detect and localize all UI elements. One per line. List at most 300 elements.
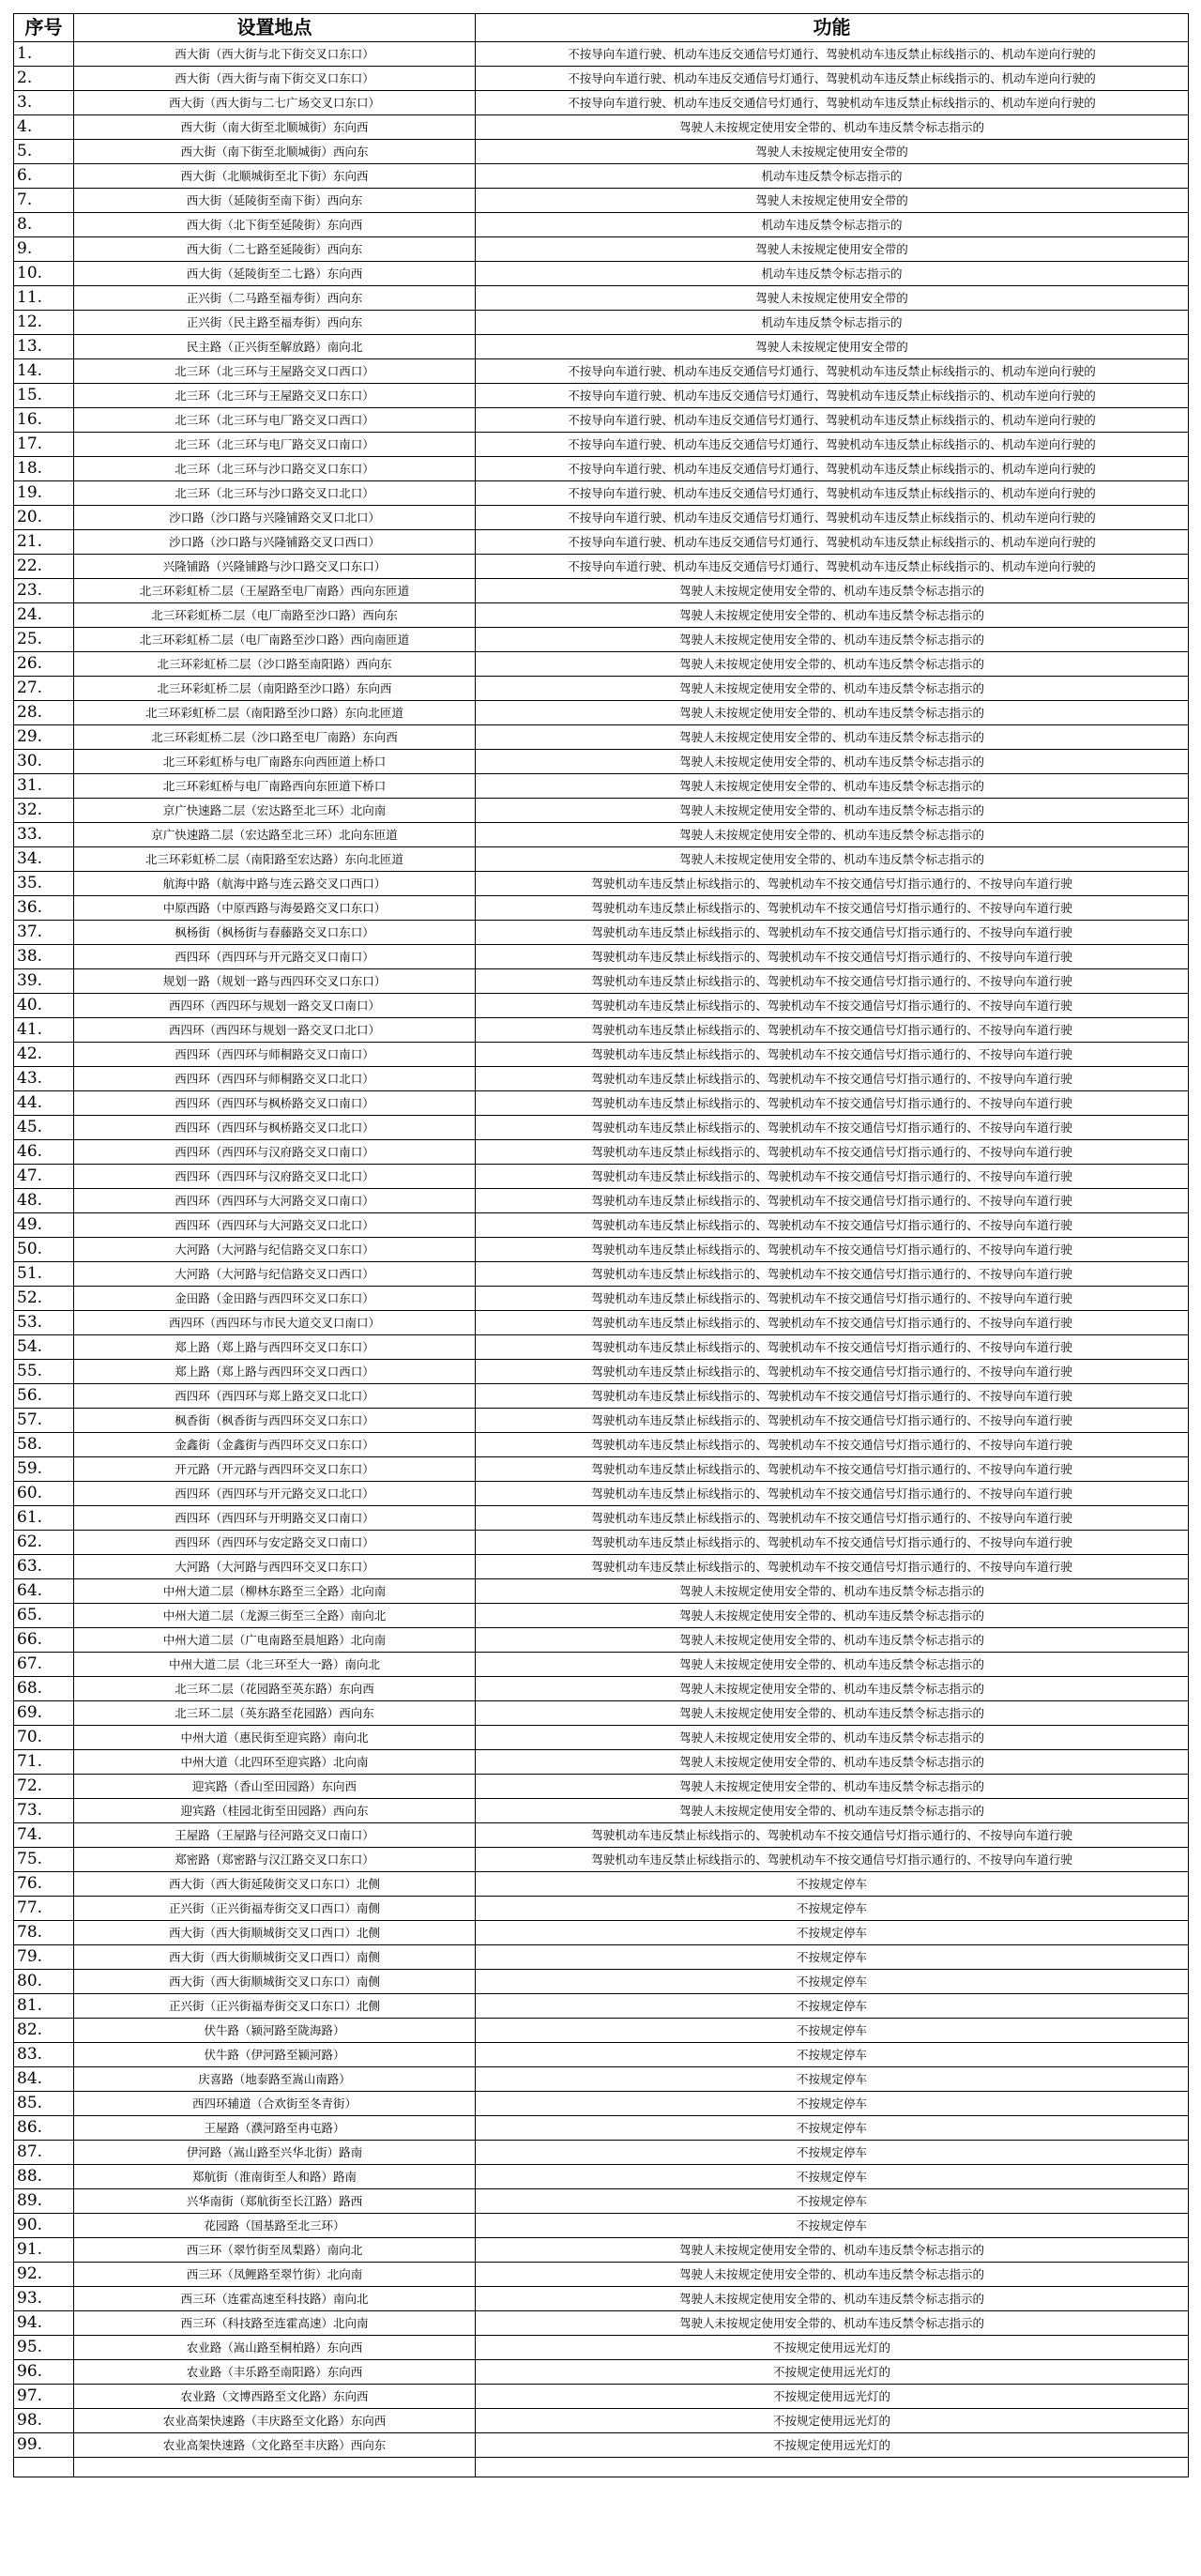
- row-function: 不按规定停车: [476, 2067, 1189, 2092]
- row-number: 62.: [14, 1531, 74, 1555]
- table-row: [14, 921, 1189, 945]
- row-location: 京广快速路二层（宏达路至北三环）北向东匝道: [74, 823, 476, 847]
- row-location: 西四环（西四环与郑上路交叉口北口）: [74, 1384, 476, 1409]
- table-row: [14, 1921, 1189, 1945]
- table-row: [14, 1238, 1189, 1262]
- row-function: 驾驶机动车违反禁止标线指示的、驾驶机动车不按交通信号灯指示通行的、不按导向车道行驶: [476, 1140, 1189, 1165]
- row-function: 驾驶机动车违反禁止标线指示的、驾驶机动车不按交通信号灯指示通行的、不按导向车道行驶: [476, 1238, 1189, 1262]
- row-number: 98.: [14, 2409, 74, 2433]
- row-function: 不按规定停车: [476, 2214, 1189, 2238]
- row-location: 大河路（大河路与纪信路交叉口西口）: [74, 1262, 476, 1287]
- table-row: [14, 872, 1189, 896]
- row-function: 不按导向车道行驶、机动车违反交通信号灯通行、驾驶机动车违反禁止标线指示的、机动车逆向行驶的: [476, 384, 1189, 408]
- row-location: 北三环彩虹桥二层（王屋路至电厂南路）西向东匝道: [74, 579, 476, 603]
- row-function: 驾驶人未按规定使用安全带的、机动车违反禁令标志指示的: [476, 1579, 1189, 1604]
- row-location: 中原西路（中原西路与海晏路交叉口东口）: [74, 896, 476, 921]
- table-row: [14, 42, 1189, 67]
- table-row: [14, 2409, 1189, 2433]
- row-function: 驾驶机动车违反禁止标线指示的、驾驶机动车不按交通信号灯指示通行的、不按导向车道行驶: [476, 1433, 1189, 1457]
- row-function: 驾驶机动车违反禁止标线指示的、驾驶机动车不按交通信号灯指示通行的、不按导向车道行驶: [476, 1360, 1189, 1384]
- row-function: 驾驶人未按规定使用安全带的、机动车违反禁令标志指示的: [476, 2311, 1189, 2336]
- row-number: 67.: [14, 1653, 74, 1677]
- table-row: [14, 750, 1189, 774]
- row-number: 89.: [14, 2189, 74, 2214]
- row-number: 51.: [14, 1262, 74, 1287]
- row-number: 68.: [14, 1677, 74, 1701]
- row-number: 40.: [14, 994, 74, 1018]
- table-row: [14, 1018, 1189, 1043]
- row-number: 1.: [14, 42, 74, 67]
- row-location: 西四环（西四环与安定路交叉口南口）: [74, 1531, 476, 1555]
- blank-row: [14, 2458, 1189, 2477]
- row-function: 驾驶机动车违反禁止标线指示的、驾驶机动车不按交通信号灯指示通行的、不按导向车道行驶: [476, 1457, 1189, 1482]
- row-number: 29.: [14, 725, 74, 750]
- row-location: 北三环（北三环与王屋路交叉口东口）: [74, 384, 476, 408]
- row-function: 驾驶机动车违反禁止标线指示的、驾驶机动车不按交通信号灯指示通行的、不按导向车道行驶: [476, 1067, 1189, 1091]
- table-row: [14, 579, 1189, 603]
- table-row: [14, 408, 1189, 433]
- row-number: 69.: [14, 1701, 74, 1726]
- row-number: 27.: [14, 677, 74, 701]
- table-row: [14, 1994, 1189, 2019]
- row-number: 7.: [14, 189, 74, 213]
- row-number: 13.: [14, 335, 74, 359]
- row-function: 驾驶机动车违反禁止标线指示的、驾驶机动车不按交通信号灯指示通行的、不按导向车道行驶: [476, 921, 1189, 945]
- row-function: 驾驶机动车违反禁止标线指示的、驾驶机动车不按交通信号灯指示通行的、不按导向车道行驶: [476, 1116, 1189, 1140]
- row-number: 93.: [14, 2287, 74, 2311]
- row-function: 不按导向车道行驶、机动车违反交通信号灯通行、驾驶机动车违反禁止标线指示的、机动车逆向行驶的: [476, 42, 1189, 67]
- row-function: 驾驶机动车违反禁止标线指示的、驾驶机动车不按交通信号灯指示通行的、不按导向车道行驶: [476, 945, 1189, 969]
- table-row: [14, 67, 1189, 91]
- row-number: 6.: [14, 164, 74, 189]
- row-number: 59.: [14, 1457, 74, 1482]
- row-location: 西四环（西四环与师桐路交叉口南口）: [74, 1043, 476, 1067]
- row-function: 驾驶机动车违反禁止标线指示的、驾驶机动车不按交通信号灯指示通行的、不按导向车道行驶: [476, 1262, 1189, 1287]
- row-number: 73.: [14, 1799, 74, 1823]
- table-row: [14, 1433, 1189, 1457]
- table-row: [14, 1140, 1189, 1165]
- table-row: [14, 1384, 1189, 1409]
- row-location: 西四环（西四环与枫桥路交叉口南口）: [74, 1091, 476, 1116]
- table-row: [14, 896, 1189, 921]
- row-function: 驾驶机动车违反禁止标线指示的、驾驶机动车不按交通信号灯指示通行的、不按导向车道行驶: [476, 1482, 1189, 1506]
- row-number: 4.: [14, 115, 74, 140]
- row-number: 56.: [14, 1384, 74, 1409]
- row-number: 28.: [14, 701, 74, 725]
- row-function: 不按导向车道行驶、机动车违反交通信号灯通行、驾驶机动车违反禁止标线指示的、机动车逆向行驶的: [476, 555, 1189, 579]
- row-number: 31.: [14, 774, 74, 799]
- row-location: 西大街（西大街与二七广场交叉口东口）: [74, 91, 476, 115]
- row-location: 民主路（正兴街至解放路）南向北: [74, 335, 476, 359]
- table-row: [14, 213, 1189, 237]
- table-row: [14, 1043, 1189, 1067]
- row-number: 63.: [14, 1555, 74, 1579]
- table-row: [14, 2043, 1189, 2067]
- table-row: [14, 2019, 1189, 2043]
- table-row: [14, 164, 1189, 189]
- table-row: [14, 1335, 1189, 1360]
- row-location: 农业路（文博西路至文化路）东向西: [74, 2385, 476, 2409]
- row-function: 不按规定停车: [476, 2141, 1189, 2165]
- table-row: [14, 628, 1189, 652]
- row-function: 不按规定使用远光灯的: [476, 2409, 1189, 2433]
- row-location: 枫香街（枫香街与西四环交叉口东口）: [74, 1409, 476, 1433]
- row-location: 正兴街（二马路至福寿街）西向东: [74, 286, 476, 311]
- row-function: 机动车违反禁令标志指示的: [476, 164, 1189, 189]
- row-number: 42.: [14, 1043, 74, 1067]
- row-location: 郑航街（淮南街至人和路）路南: [74, 2165, 476, 2189]
- table-row: [14, 1555, 1189, 1579]
- row-number: 35.: [14, 872, 74, 896]
- row-number: 91.: [14, 2238, 74, 2263]
- row-location: 郑密路（郑密路与汉江路交叉口东口）: [74, 1848, 476, 1872]
- row-number: 37.: [14, 921, 74, 945]
- row-location: 正兴街（民主路至福寿街）西向东: [74, 311, 476, 335]
- row-function: 驾驶机动车违反禁止标线指示的、驾驶机动车不按交通信号灯指示通行的、不按导向车道行驶: [476, 1091, 1189, 1116]
- table-row: [14, 994, 1189, 1018]
- table-row: [14, 2092, 1189, 2116]
- row-function: 不按导向车道行驶、机动车违反交通信号灯通行、驾驶机动车违反禁止标线指示的、机动车逆向行驶的: [476, 530, 1189, 555]
- table-row: [14, 1897, 1189, 1921]
- table-row: [14, 1970, 1189, 1994]
- row-number: 21.: [14, 530, 74, 555]
- row-number: 20.: [14, 506, 74, 530]
- row-function: 驾驶人未按规定使用安全带的: [476, 335, 1189, 359]
- table-row: [14, 311, 1189, 335]
- table-row: [14, 774, 1189, 799]
- row-function: 机动车违反禁令标志指示的: [476, 262, 1189, 286]
- row-function: 不按规定停车: [476, 1970, 1189, 1994]
- table-row: [14, 2336, 1189, 2360]
- row-function: 驾驶机动车违反禁止标线指示的、驾驶机动车不按交通信号灯指示通行的、不按导向车道行驶: [476, 1506, 1189, 1531]
- row-location: 西大街（北下街至延陵街）东向西: [74, 213, 476, 237]
- row-number: 76.: [14, 1872, 74, 1897]
- row-location: 西大街（延陵街至二七路）东向西: [74, 262, 476, 286]
- row-function: 驾驶人未按规定使用安全带的、机动车违反禁令标志指示的: [476, 603, 1189, 628]
- row-location: 西大街（西大街与南下街交叉口东口）: [74, 67, 476, 91]
- row-location: 西三环（凤鲤路至翠竹街）北向南: [74, 2263, 476, 2287]
- row-function: 不按导向车道行驶、机动车违反交通信号灯通行、驾驶机动车违反禁止标线指示的、机动车逆向行驶的: [476, 506, 1189, 530]
- row-function: 不按导向车道行驶、机动车违反交通信号灯通行、驾驶机动车违反禁止标线指示的、机动车逆向行驶的: [476, 408, 1189, 433]
- row-function: 驾驶人未按规定使用安全带的: [476, 189, 1189, 213]
- row-number: 77.: [14, 1897, 74, 1921]
- table-row: [14, 115, 1189, 140]
- row-location: 规划一路（规划一路与西四环交叉口东口）: [74, 969, 476, 994]
- table-row: [14, 1726, 1189, 1750]
- table-row: [14, 1604, 1189, 1628]
- table-row: [14, 433, 1189, 457]
- blank-cell: [74, 2458, 476, 2477]
- table-row: [14, 384, 1189, 408]
- table-row: [14, 1579, 1189, 1604]
- table-row: [14, 799, 1189, 823]
- row-location: 枫杨街（枫杨街与春藤路交叉口东口）: [74, 921, 476, 945]
- row-number: 5.: [14, 140, 74, 164]
- table-row: [14, 701, 1189, 725]
- row-location: 西大街（南下街至北顺城街）西向东: [74, 140, 476, 164]
- header-no: 序号: [14, 14, 74, 42]
- row-number: 14.: [14, 359, 74, 384]
- table-row: [14, 2189, 1189, 2214]
- row-number: 17.: [14, 433, 74, 457]
- row-function: 驾驶机动车违反禁止标线指示的、驾驶机动车不按交通信号灯指示通行的、不按导向车道行驶: [476, 1335, 1189, 1360]
- row-function: 驾驶人未按规定使用安全带的、机动车违反禁令标志指示的: [476, 1677, 1189, 1701]
- row-number: 23.: [14, 579, 74, 603]
- table-row: [14, 1457, 1189, 1482]
- row-location: 北三环二层（英东路至花园路）西向东: [74, 1701, 476, 1726]
- row-number: 74.: [14, 1823, 74, 1848]
- row-location: 北三环（北三环与沙口路交叉口东口）: [74, 457, 476, 481]
- table-row: [14, 2214, 1189, 2238]
- row-location: 伏牛路（伊河路至颍河路）: [74, 2043, 476, 2067]
- row-number: 41.: [14, 1018, 74, 1043]
- row-function: 驾驶机动车违反禁止标线指示的、驾驶机动车不按交通信号灯指示通行的、不按导向车道行驶: [476, 872, 1189, 896]
- row-location: 中州大道二层（龙源三街至三全路）南向北: [74, 1604, 476, 1628]
- row-number: 80.: [14, 1970, 74, 1994]
- row-location: 西大街（二七路至延陵街）西向东: [74, 237, 476, 262]
- row-location: 西大街（西大街与北下街交叉口东口）: [74, 42, 476, 67]
- table-body: [14, 42, 1189, 2477]
- row-number: 61.: [14, 1506, 74, 1531]
- row-number: 10.: [14, 262, 74, 286]
- table-row: [14, 1628, 1189, 1653]
- table-row: [14, 1945, 1189, 1970]
- row-function: 驾驶机动车违反禁止标线指示的、驾驶机动车不按交通信号灯指示通行的、不按导向车道行驶: [476, 1189, 1189, 1213]
- row-function: 不按导向车道行驶、机动车违反交通信号灯通行、驾驶机动车违反禁止标线指示的、机动车逆向行驶的: [476, 67, 1189, 91]
- table-row: [14, 603, 1189, 628]
- row-function: 驾驶人未按规定使用安全带的、机动车违反禁令标志指示的: [476, 652, 1189, 677]
- row-location: 正兴街（正兴街福寿街交叉口东口）北侧: [74, 1994, 476, 2019]
- row-function: 不按规定使用远光灯的: [476, 2385, 1189, 2409]
- row-location: 北三环（北三环与电厂路交叉口南口）: [74, 433, 476, 457]
- row-number: 19.: [14, 481, 74, 506]
- row-location: 西四环（西四环与规划一路交叉口南口）: [74, 994, 476, 1018]
- row-location: 西四环（西四环与开元路交叉口北口）: [74, 1482, 476, 1506]
- row-location: 王屋路（王屋路与径河路交叉口南口）: [74, 1823, 476, 1848]
- row-function: 不按规定停车: [476, 1994, 1189, 2019]
- row-location: 金鑫街（金鑫街与西四环交叉口东口）: [74, 1433, 476, 1457]
- row-number: 84.: [14, 2067, 74, 2092]
- row-location: 大河路（大河路与纪信路交叉口东口）: [74, 1238, 476, 1262]
- row-function: 驾驶人未按规定使用安全带的、机动车违反禁令标志指示的: [476, 628, 1189, 652]
- row-function: 驾驶机动车违反禁止标线指示的、驾驶机动车不按交通信号灯指示通行的、不按导向车道行驶: [476, 1823, 1189, 1848]
- row-location: 西大街（西大街顺城街交叉口东口）南侧: [74, 1970, 476, 1994]
- row-location: 西四环（西四环与市民大道交叉口南口）: [74, 1311, 476, 1335]
- header-location: 设置地点: [74, 14, 476, 42]
- row-function: 不按规定停车: [476, 1872, 1189, 1897]
- row-function: 驾驶人未按规定使用安全带的: [476, 140, 1189, 164]
- row-function: 驾驶机动车违反禁止标线指示的、驾驶机动车不按交通信号灯指示通行的、不按导向车道行驶: [476, 969, 1189, 994]
- row-number: 24.: [14, 603, 74, 628]
- table-row: [14, 481, 1189, 506]
- table-row: [14, 725, 1189, 750]
- table-row: [14, 2385, 1189, 2409]
- row-function: 驾驶人未按规定使用安全带的、机动车违反禁令标志指示的: [476, 750, 1189, 774]
- row-function: 驾驶人未按规定使用安全带的、机动车违反禁令标志指示的: [476, 823, 1189, 847]
- row-location: 西三环（翠竹街至凤梨路）南向北: [74, 2238, 476, 2263]
- row-function: 驾驶人未按规定使用安全带的、机动车违反禁令标志指示的: [476, 1775, 1189, 1799]
- table-row: [14, 1750, 1189, 1775]
- row-location: 大河路（大河路与西四环交叉口东口）: [74, 1555, 476, 1579]
- row-location: 兴隆铺路（兴隆铺路与沙口路交叉口东口）: [74, 555, 476, 579]
- camera-location-table: [13, 13, 1189, 2477]
- row-function: 驾驶人未按规定使用安全带的、机动车违反禁令标志指示的: [476, 1701, 1189, 1726]
- table-row: [14, 1311, 1189, 1335]
- row-location: 中州大道（惠民街至迎宾路）南向北: [74, 1726, 476, 1750]
- row-location: 西大街（西大街顺城街交叉口西口）北侧: [74, 1921, 476, 1945]
- row-location: 西大街（南大街至北顺城街）东向西: [74, 115, 476, 140]
- table-row: [14, 2165, 1189, 2189]
- row-location: 西大街（西大街顺城街交叉口西口）南侧: [74, 1945, 476, 1970]
- row-location: 郑上路（郑上路与西四环交叉口西口）: [74, 1360, 476, 1384]
- row-location: 北三环彩虹桥二层（电厂南路至沙口路）西向东: [74, 603, 476, 628]
- table-row: [14, 189, 1189, 213]
- row-number: 52.: [14, 1287, 74, 1311]
- table-row: [14, 2141, 1189, 2165]
- camera-location-sheet: [13, 13, 1188, 2477]
- row-function: 驾驶人未按规定使用安全带的、机动车违反禁令标志指示的: [476, 1604, 1189, 1628]
- table-row: [14, 1482, 1189, 1506]
- table-row: [14, 457, 1189, 481]
- table-row: [14, 823, 1189, 847]
- table-row: [14, 2067, 1189, 2092]
- row-number: 72.: [14, 1775, 74, 1799]
- table-row: [14, 286, 1189, 311]
- row-number: 88.: [14, 2165, 74, 2189]
- row-number: 11.: [14, 286, 74, 311]
- row-function: 驾驶人未按规定使用安全带的、机动车违反禁令标志指示的: [476, 2287, 1189, 2311]
- row-number: 33.: [14, 823, 74, 847]
- table-row: [14, 2263, 1189, 2287]
- table-row: [14, 140, 1189, 164]
- row-location: 西四环（西四环与枫桥路交叉口北口）: [74, 1116, 476, 1140]
- row-number: 18.: [14, 457, 74, 481]
- row-number: 60.: [14, 1482, 74, 1506]
- row-location: 西三环（连霍高速至科技路）南向北: [74, 2287, 476, 2311]
- row-function: 驾驶机动车违反禁止标线指示的、驾驶机动车不按交通信号灯指示通行的、不按导向车道行驶: [476, 1018, 1189, 1043]
- row-location: 京广快速路二层（宏达路至北三环）北向南: [74, 799, 476, 823]
- table-row: [14, 1213, 1189, 1238]
- row-location: 北三环彩虹桥二层（南阳路至沙口路）东向北匝道: [74, 701, 476, 725]
- row-function: 驾驶机动车违反禁止标线指示的、驾驶机动车不按交通信号灯指示通行的、不按导向车道行驶: [476, 1848, 1189, 1872]
- row-function: 不按规定使用远光灯的: [476, 2360, 1189, 2385]
- row-location: 西四环（西四环与大河路交叉口北口）: [74, 1213, 476, 1238]
- row-function: 驾驶机动车违反禁止标线指示的、驾驶机动车不按交通信号灯指示通行的、不按导向车道行驶: [476, 1384, 1189, 1409]
- table-row: [14, 2287, 1189, 2311]
- row-number: 47.: [14, 1165, 74, 1189]
- row-number: 57.: [14, 1409, 74, 1433]
- row-number: 22.: [14, 555, 74, 579]
- table-row: [14, 91, 1189, 115]
- row-location: 北三环彩虹桥二层（南阳路至沙口路）东向西: [74, 677, 476, 701]
- row-number: 96.: [14, 2360, 74, 2385]
- row-number: 55.: [14, 1360, 74, 1384]
- row-location: 北三环彩虹桥二层（南阳路至宏达路）东向北匝道: [74, 847, 476, 872]
- row-function: 驾驶人未按规定使用安全带的、机动车违反禁令标志指示的: [476, 725, 1189, 750]
- row-number: 75.: [14, 1848, 74, 1872]
- table-row: [14, 652, 1189, 677]
- row-function: 驾驶机动车违反禁止标线指示的、驾驶机动车不按交通信号灯指示通行的、不按导向车道行驶: [476, 1311, 1189, 1335]
- row-function: 不按规定停车: [476, 1945, 1189, 1970]
- row-location: 西三环（科技路至连霍高速）北向南: [74, 2311, 476, 2336]
- table-row: [14, 237, 1189, 262]
- row-number: 58.: [14, 1433, 74, 1457]
- row-function: 机动车违反禁令标志指示的: [476, 311, 1189, 335]
- row-location: 北三环（北三环与王屋路交叉口西口）: [74, 359, 476, 384]
- row-number: 86.: [14, 2116, 74, 2141]
- table-row: [14, 1823, 1189, 1848]
- row-number: 46.: [14, 1140, 74, 1165]
- row-function: 驾驶人未按规定使用安全带的、机动车违反禁令标志指示的: [476, 1628, 1189, 1653]
- row-number: 12.: [14, 311, 74, 335]
- row-location: 郑上路（郑上路与西四环交叉口东口）: [74, 1335, 476, 1360]
- table-row: [14, 2311, 1189, 2336]
- row-location: 迎宾路（香山至田园路）东向西: [74, 1775, 476, 1799]
- table-row: [14, 506, 1189, 530]
- row-location: 开元路（开元路与西四环交叉口东口）: [74, 1457, 476, 1482]
- row-location: 北三环（北三环与沙口路交叉口北口）: [74, 481, 476, 506]
- row-location: 西大街（西大街延陵街交叉口东口）北侧: [74, 1872, 476, 1897]
- row-function: 驾驶机动车违反禁止标线指示的、驾驶机动车不按交通信号灯指示通行的、不按导向车道行驶: [476, 1043, 1189, 1067]
- table-row: [14, 1262, 1189, 1287]
- row-location: 中州大道二层（北三环至大一路）南向北: [74, 1653, 476, 1677]
- row-number: 25.: [14, 628, 74, 652]
- row-function: 驾驶人未按规定使用安全带的: [476, 237, 1189, 262]
- row-number: 50.: [14, 1238, 74, 1262]
- row-number: 53.: [14, 1311, 74, 1335]
- row-function: 驾驶人未按规定使用安全带的、机动车违反禁令标志指示的: [476, 1750, 1189, 1775]
- row-location: 北三环彩虹桥二层（沙口路至南阳路）西向东: [74, 652, 476, 677]
- row-function: 驾驶机动车违反禁止标线指示的、驾驶机动车不按交通信号灯指示通行的、不按导向车道行驶: [476, 896, 1189, 921]
- row-number: 95.: [14, 2336, 74, 2360]
- table-row: [14, 2360, 1189, 2385]
- row-number: 38.: [14, 945, 74, 969]
- row-function: 机动车违反禁令标志指示的: [476, 213, 1189, 237]
- row-number: 94.: [14, 2311, 74, 2336]
- row-location: 北三环彩虹桥二层（沙口路至电厂南路）东向西: [74, 725, 476, 750]
- table-row: [14, 1091, 1189, 1116]
- row-number: 54.: [14, 1335, 74, 1360]
- row-number: 97.: [14, 2385, 74, 2409]
- row-number: 79.: [14, 1945, 74, 1970]
- row-function: 不按规定停车: [476, 2116, 1189, 2141]
- table-row: [14, 1799, 1189, 1823]
- row-number: 3.: [14, 91, 74, 115]
- row-number: 65.: [14, 1604, 74, 1628]
- row-location: 北三环二层（花园路至英东路）东向西: [74, 1677, 476, 1701]
- row-function: 不按规定使用远光灯的: [476, 2433, 1189, 2458]
- row-number: 78.: [14, 1921, 74, 1945]
- row-number: 36.: [14, 896, 74, 921]
- row-function: 驾驶人未按规定使用安全带的、机动车违反禁令标志指示的: [476, 799, 1189, 823]
- row-location: 王屋路（濮河路至冉屯路）: [74, 2116, 476, 2141]
- row-number: 66.: [14, 1628, 74, 1653]
- row-location: 北三环彩虹桥与电厂南路东向西匝道上桥口: [74, 750, 476, 774]
- row-location: 西四环（西四环与开明路交叉口南口）: [74, 1506, 476, 1531]
- row-location: 中州大道（北四环至迎宾路）北向南: [74, 1750, 476, 1775]
- row-function: 驾驶人未按规定使用安全带的、机动车违反禁令标志指示的: [476, 847, 1189, 872]
- row-number: 16.: [14, 408, 74, 433]
- row-location: 西四环（西四环与汉府路交叉口南口）: [74, 1140, 476, 1165]
- table-row: [14, 1872, 1189, 1897]
- row-location: 西四环（西四环与规划一路交叉口北口）: [74, 1018, 476, 1043]
- row-function: 驾驶人未按规定使用安全带的、机动车违反禁令标志指示的: [476, 115, 1189, 140]
- row-function: 驾驶人未按规定使用安全带的、机动车违反禁令标志指示的: [476, 774, 1189, 799]
- table-row: [14, 1531, 1189, 1555]
- row-number: 30.: [14, 750, 74, 774]
- row-number: 44.: [14, 1091, 74, 1116]
- row-number: 15.: [14, 384, 74, 408]
